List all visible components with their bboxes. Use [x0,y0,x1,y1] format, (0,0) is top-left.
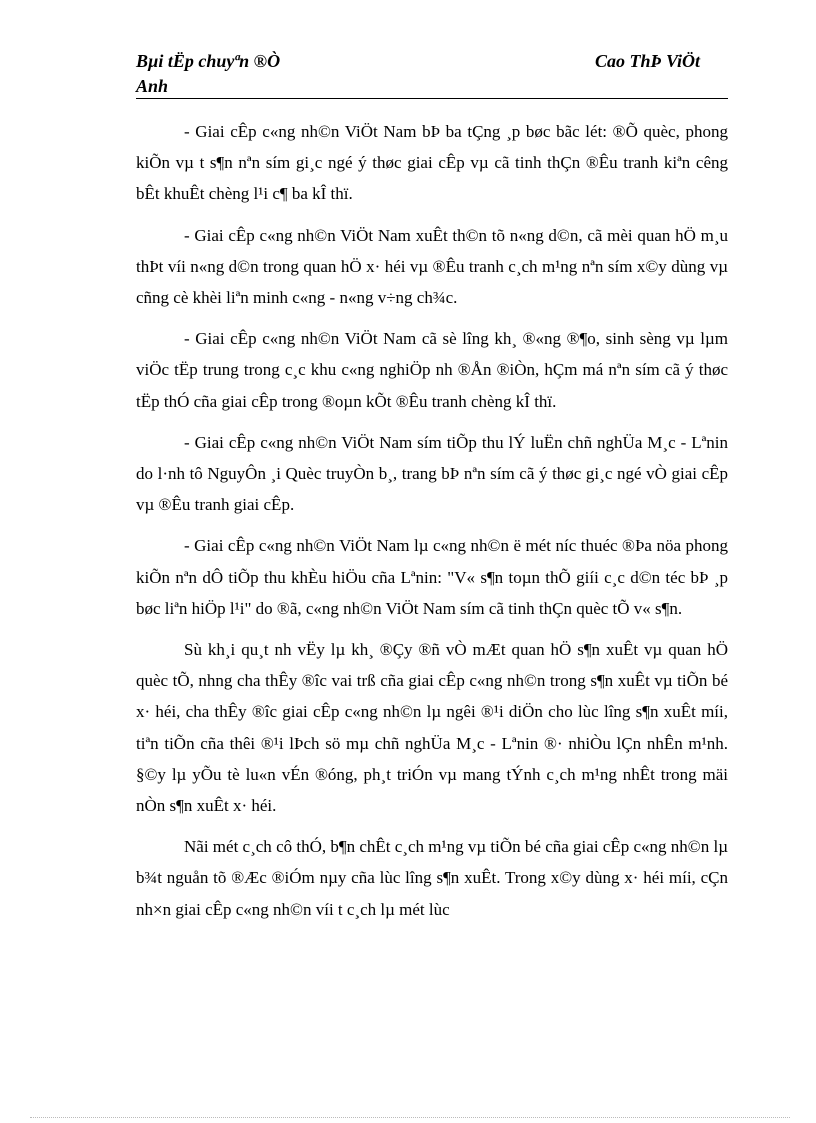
paragraph: Nãi mét c¸ch cô thÓ, b¶n chÊt c¸ch m¹ng vµ tiÕn bé cña giai cÊp c«ng nh©n lµ b¾t nguån tõ ®Æc ®iÓm nµy cña lùc lîng s¶n xuÊt. Trong x©y dùng x· héi míi, cÇn nh×n giai cÊp c«ng nh©n víi t c¸ch lµ mét lùc [136,837,728,919]
paragraph: - Giai cÊp c«ng nh©n ViÖt Nam lµ c«ng nh©n ë mét níc thuéc ®Þa nöa phong kiÕn nªn dÔ tiÕp thu khÈu hiÖu cña Lªnin: "V« s¶n toµn thÕ giíi c¸c d©n téc bÞ ¸p bøc liªn hiÖp l¹i" do ®ã, c«ng nh©n ViÖt Nam sím cã tinh thÇn quèc tÕ v« s¶n. [136,536,728,618]
paragraph: - Giai cÊp c«ng nh©n ViÖt Nam cã sè lîng kh¸ ®«ng ®¶o, sinh sèng vµ lµm viÖc tËp trung trong c¸c khu c«ng nghiÖp nh ®Ån ®iÒn, hÇm má nªn sím cã ý thøc tËp thÓ cña giai cÊp trong ®oµn kÕt ®Êu tranh chèng kÎ thï. [136,329,728,411]
header-left-line1: Bµi tËp chuyªn ®Ò [136,51,281,71]
footer-divider [30,1117,790,1118]
paragraph: - Giai cÊp c«ng nh©n ViÖt Nam xuÊt th©n tõ n«ng d©n, cã mèi quan hÖ m¸u thÞt víi n«ng d©n trong quan hÖ x· héi vµ ®Êu tranh c¸ch m¹ng nªn sím x©y dùng vµ cñng cè khèi liªn minh c«ng - n«ng v÷ng ch¾c. [136,225,728,308]
page-header [136,46,728,99]
paragraph: Sù kh¸i qu¸t nh vËy lµ kh¸ ®Çy ®ñ vÒ mÆt quan hÖ s¶n xuÊt vµ quan hÖ quèc tÕ, nhng cha thÊy ®îc vai trß cña giai cÊp c«ng nh©n trong s¶n xuÊt vµ tiÕn bé x· héi, cha thÊy ®îc giai cÊp c«ng nh©n lµ ngêi ®¹i diÖn cho lùc lîng s¶n xuÊt míi, tiªn tiÕn cña thêi ®¹i lÞch sö mµ chñ nghÜa M¸c - Lªnin ®· nhiÒu lÇn nhÊn m¹nh. §©y lµ yÕu tè lu«n vÉn ®óng, ph¸t triÓn vµ mang tÝnh c¸ch m¹ng nhÊt trong mäi nÒn s¶n xuÊt x· héi. [136,640,728,816]
header-left-line2: Anh [136,76,169,96]
paragraph: - Giai cÊp c«ng nh©n ViÖt Nam bÞ ba tÇng ¸p bøc bãc lét: ®Õ quèc, phong kiÕn vµ t s¶n nªn sím gi¸c ngé ý thøc giai cÊp vµ cã tinh thÇn ®Êu tranh kiªn cêng bÊt khuÊt chèng l¹i c¶ ba kÎ thï. [136,122,728,204]
document-body [136,116,728,935]
header-right: Cao ThÞ ViÖt [594,51,700,71]
paragraph: - Giai cÊp c«ng nh©n ViÖt Nam sím tiÕp thu lÝ luËn chñ nghÜa M¸c - Lªnin do l·nh tô NguyÔn ¸i Quèc truyÒn b¸, trang bÞ nªn sím cã ý thøc gi¸c ngé vÒ giai cÊp vµ ®Êu tranh giai cÊp. [136,432,728,515]
header-left [136,49,336,99]
